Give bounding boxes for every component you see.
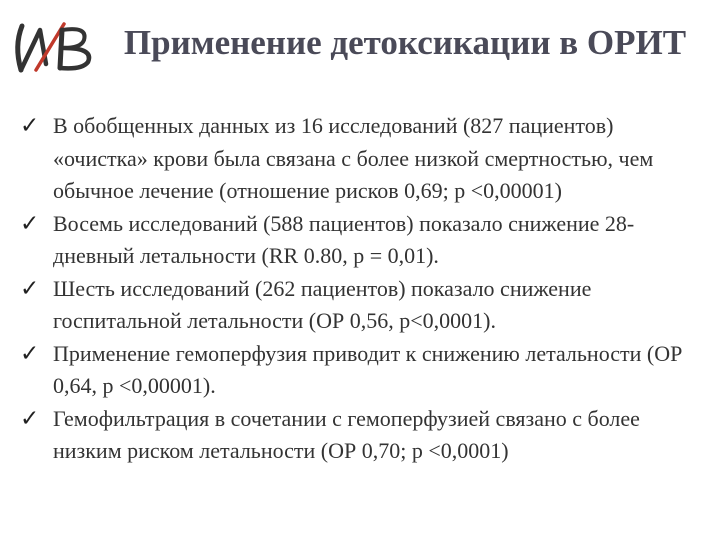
logo-w-left-stroke	[18, 26, 22, 70]
bullet-text: Гемофильтрация в сочетании с гемоперфузией связано с более низким риском летальности (ОР 0,70; р <0,0001)	[53, 405, 640, 463]
checkmark-icon: ✓	[20, 405, 40, 432]
bullet-text: Применение гемоперфузия приводит к снижению летальности (ОР 0,64, р <0,00001).	[53, 340, 683, 398]
bullet-item	[20, 208, 710, 273]
checkmark-icon: ✓	[20, 210, 40, 237]
bullet-item	[20, 273, 710, 338]
logo-b-upper-bowl	[62, 29, 85, 48]
bullet-list	[20, 110, 710, 468]
bullet-item	[20, 338, 710, 403]
logo-w-right-stroke	[21, 30, 46, 70]
checkmark-icon: ✓	[20, 275, 40, 302]
logo-b-lower-bowl	[60, 48, 89, 68]
wb-logo	[6, 18, 98, 76]
logo-b-stem	[60, 30, 62, 68]
bullet-item	[20, 403, 710, 468]
bullet-text: Восемь исследований (588 пациентов) показало снижение 28-дневный летальности (RR 0.80, p = 0,01).	[53, 210, 635, 268]
checkmark-icon: ✓	[20, 340, 40, 367]
slide-title: Применение детоксикации в ОРИТ	[123, 23, 687, 62]
bullet-text: Шесть исследований (262 пациентов) показало снижение госпитальной летальности (ОР 0,56, р<0,0001).	[53, 275, 592, 333]
bullet-item	[20, 110, 710, 208]
checkmark-icon: ✓	[20, 113, 40, 139]
bullet-text: В обобщенных данных из 16 исследований (827 пациентов) «очистка» крови была связана с более низкой смертностью, чем обычное лечение (отношение рисков 0,69; p <0,00001)	[53, 113, 654, 203]
